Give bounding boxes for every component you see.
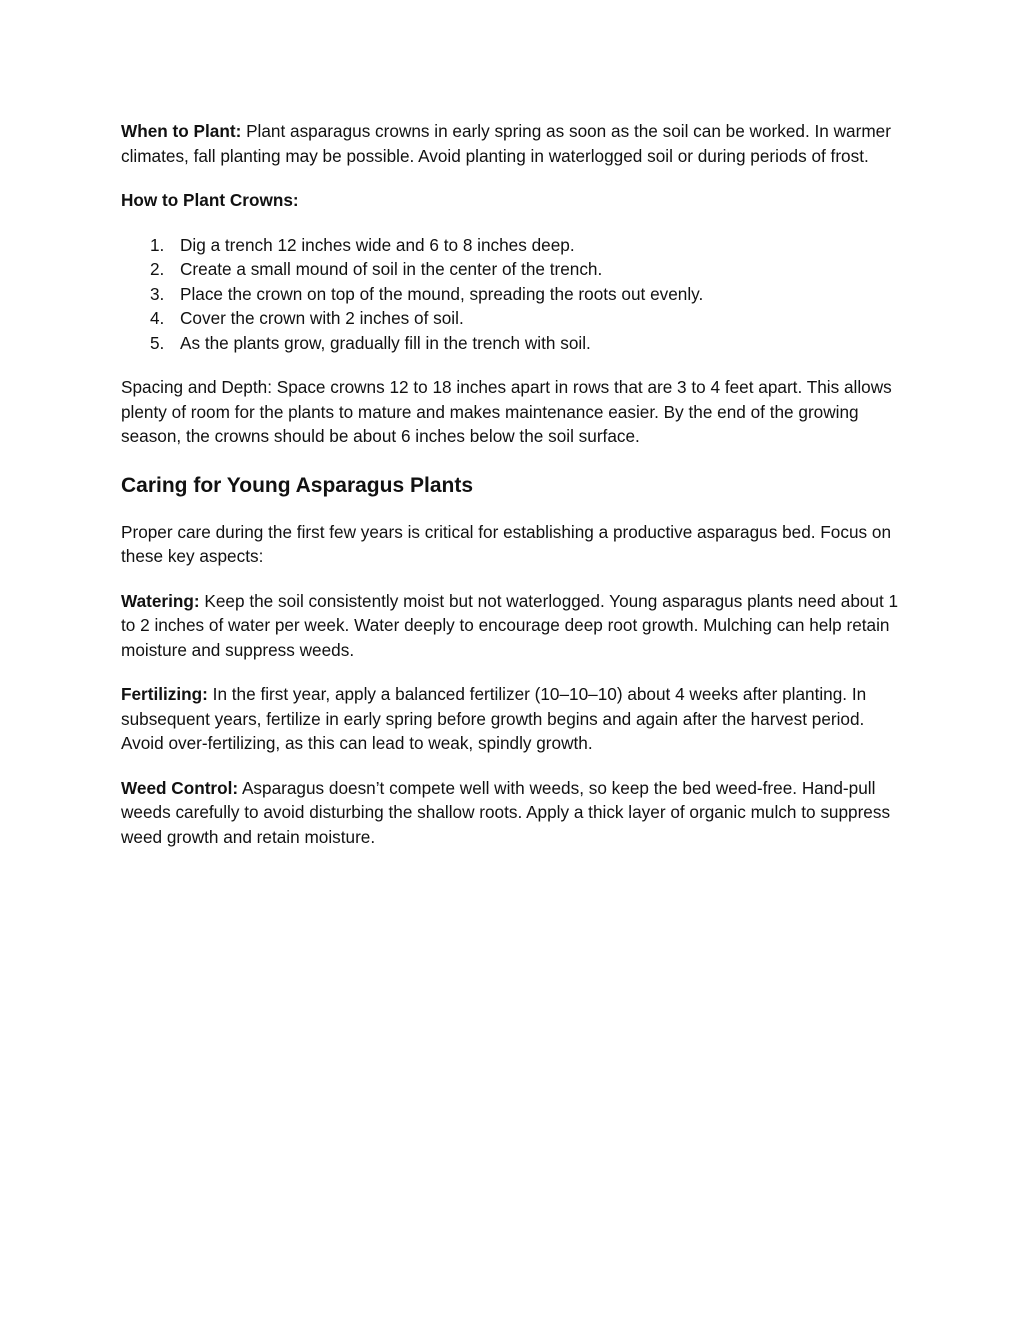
step-number: 4.	[150, 308, 165, 328]
caring-heading: Caring for Young Asparagus Plants	[121, 473, 473, 497]
step-text: Dig a trench 12 inches wide and 6 to 8 inches deep.	[180, 234, 575, 255]
fertilizing-label: Fertilizing:	[121, 684, 208, 704]
step-text: Create a small mound of soil in the center of the trench.	[180, 259, 603, 279]
list-item	[121, 306, 906, 331]
list-item	[121, 233, 906, 258]
when-to-plant-text: Plant asparagus crowns in early spring as soon as the soil can be worked. In warmer climates, fall planting may be possible. Avoid planting in waterlogged soil or during periods of frost.	[121, 121, 891, 166]
fertilizing-paragraph	[121, 682, 906, 756]
list-item	[121, 257, 906, 282]
step-number: 1.	[150, 234, 165, 255]
watering-paragraph	[121, 589, 906, 663]
step-number: 3.	[150, 283, 165, 304]
watering-text: Keep the soil consistently moist but not waterlogged. Young asparagus plants need about 1 to 2 inches of water per week. Water deeply to encourage deep root growth. Mulching can help retain moisture and suppress weeds.	[121, 590, 899, 660]
spacing-paragraph: Spacing and Depth: Space crowns 12 to 18 inches apart in rows that are 3 to 4 feet apart. This allows plenty of room for the plants to mature and makes maintenance easier. By the end of the growing season, the crowns should be about 6 inches below the soil surface.	[121, 377, 892, 446]
watering-label: Watering:	[121, 590, 200, 611]
weed-control-text: Asparagus doesn’t compete well with weeds, so keep the bed weed-free. Hand-pull weeds carefully to avoid disturbing the shallow roots. Apply a thick layer of organic mulch to suppress weed growth and retain moisture.	[121, 777, 891, 847]
step-text: Place the crown on top of the mound, spreading the roots out evenly.	[180, 283, 704, 304]
weed-control-paragraph	[121, 776, 906, 850]
when-to-plant-paragraph	[121, 119, 906, 168]
fertilizing-text: In the first year, apply a balanced fertilizer (10–10–10) about 4 weeks after planting. In subsequent years, fertilize in early spring before growth begins and again after the harvest period. Avoid over-fertilizing, as this can lead to weak, spindly growth.	[121, 684, 867, 753]
list-item	[121, 331, 906, 356]
document-page	[121, 119, 906, 869]
caring-intro-paragraph: Proper care during the first few years is critical for establishing a productive asparagus bed. Focus on these key aspects:	[121, 521, 891, 566]
step-text: As the plants grow, gradually fill in the trench with soil.	[180, 332, 591, 353]
planting-steps-list	[121, 233, 906, 356]
list-item	[121, 282, 906, 307]
weed-control-label: Weed Control:	[121, 777, 239, 798]
how-to-plant-label: How to Plant Crowns:	[121, 190, 299, 210]
when-to-plant-label: When to Plant:	[121, 121, 242, 141]
step-number: 2.	[150, 259, 165, 279]
step-number: 5.	[150, 332, 165, 353]
step-text: Cover the crown with 2 inches of soil.	[180, 308, 464, 328]
